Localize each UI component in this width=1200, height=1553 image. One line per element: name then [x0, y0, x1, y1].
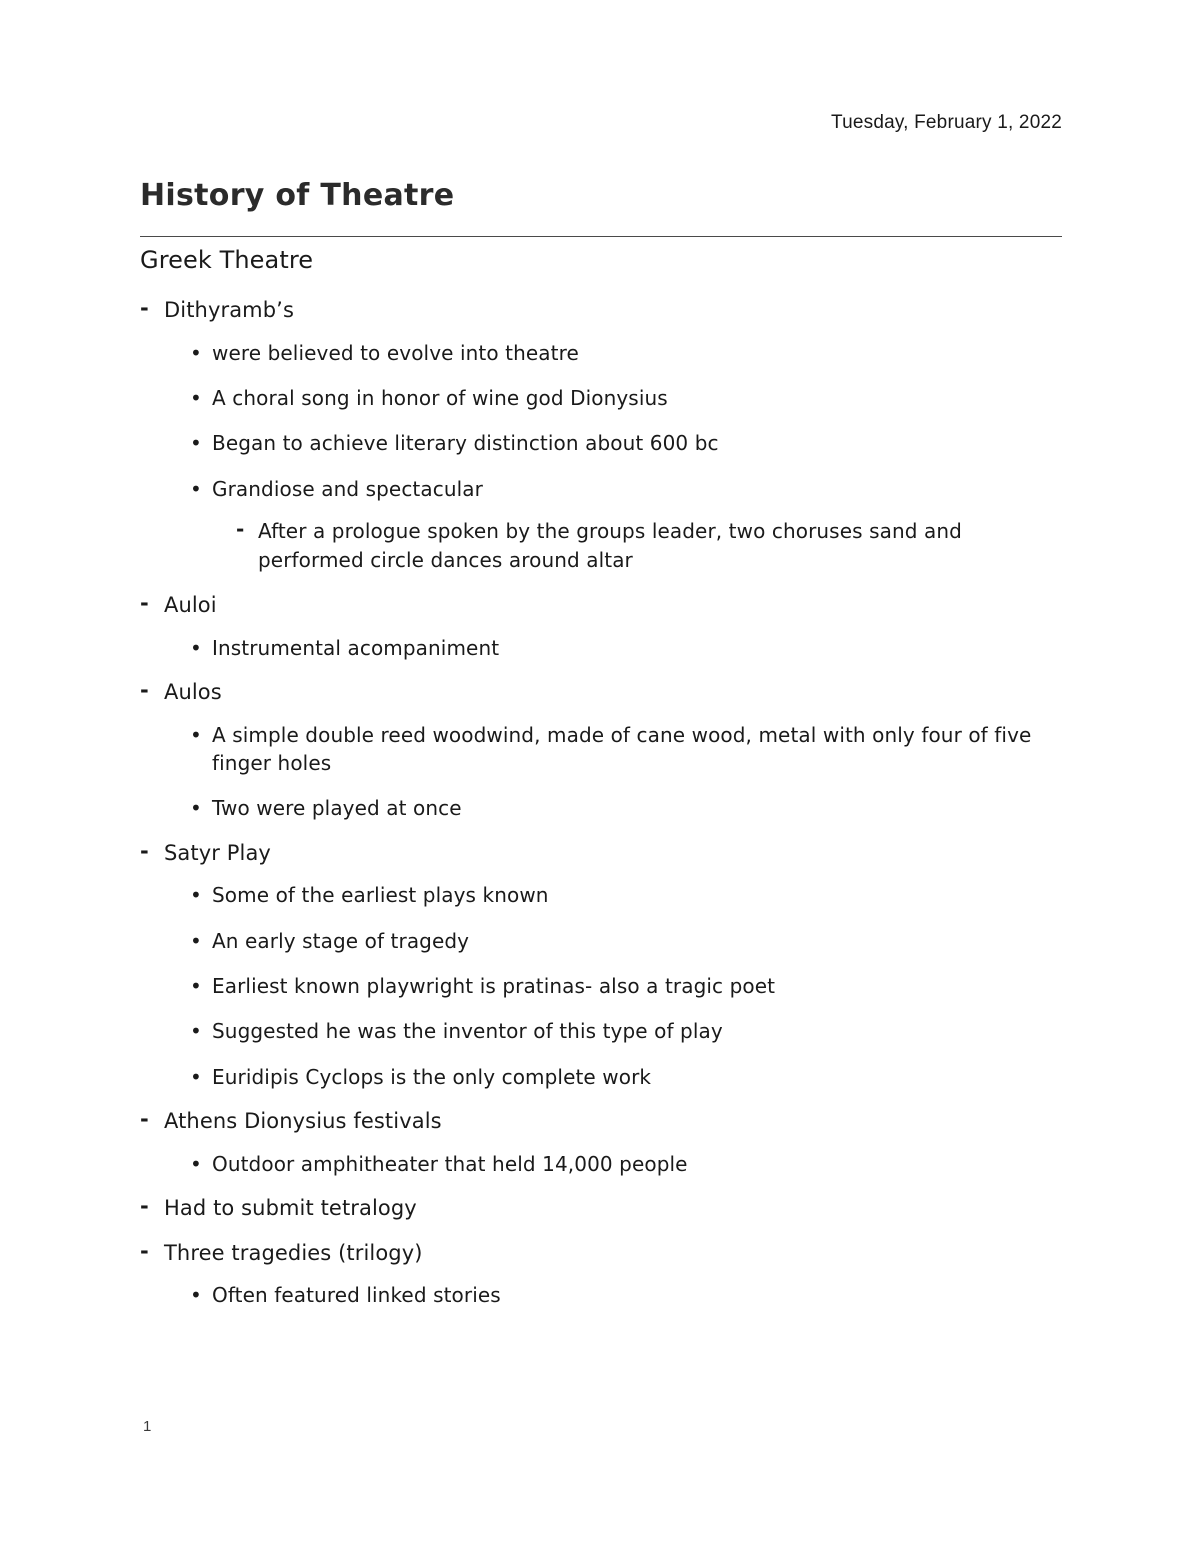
outline-item-l2 — [190, 927, 1070, 955]
outline-item-text: Auloi — [164, 593, 217, 618]
outline-item-l2 — [190, 794, 1070, 822]
outline-item-text: Earliest known playwright is pratinas- also a tragic poet — [212, 974, 776, 999]
outline-item-l1 — [140, 296, 1070, 575]
bullet-marker: • — [190, 796, 202, 821]
outline-item-text: Often featured linked stories — [212, 1283, 501, 1308]
outline-item-text: Athens Dionysius festivals — [164, 1109, 442, 1134]
outline-item-l2 — [190, 881, 1070, 909]
note-body — [140, 246, 1070, 1326]
outline-sublist-l2 — [164, 634, 1070, 662]
outline-item-l1 — [140, 839, 1070, 1092]
outline-item-text: Euridipis Cyclops is the only complete work — [212, 1064, 652, 1089]
outline-item-l2 — [190, 1063, 1070, 1091]
outline-item-text: An early stage of tragedy — [212, 928, 470, 953]
outline-item-l1 — [140, 591, 1070, 662]
bullet-marker: • — [190, 1283, 202, 1308]
outline-item-l3 — [236, 517, 1070, 575]
bullet-marker: • — [190, 635, 202, 660]
page-number: 1 — [143, 1418, 152, 1435]
bullet-marker: • — [190, 385, 202, 410]
outline-sublist-l2 — [164, 1150, 1070, 1178]
outline-item-text: After a prologue spoken by the groups leader, two choruses sand and performed circle dances around altar — [258, 519, 962, 573]
outline-item-l2 — [190, 1281, 1070, 1309]
outline-item-text: Had to submit tetralogy — [164, 1196, 417, 1221]
outline-item-l2 — [190, 429, 1070, 457]
bullet-marker: • — [190, 974, 202, 999]
outline-item-l2 — [190, 721, 1070, 778]
bullet-marker: • — [190, 1064, 202, 1089]
dash-marker: - — [140, 1194, 149, 1219]
outline-item-l2 — [190, 475, 1070, 575]
bullet-marker: • — [190, 431, 202, 456]
outline-sublist-l3 — [212, 517, 1070, 575]
outline-item-l2 — [190, 339, 1070, 367]
bullet-marker: • — [190, 1151, 202, 1176]
section-heading: Greek Theatre — [140, 246, 314, 274]
outline-sublist-l2 — [164, 881, 1070, 1091]
outline-sublist-l2 — [164, 721, 1070, 823]
outline-item-text: A choral song in honor of wine god Dionysius — [212, 385, 668, 410]
outline-item-text: Instrumental acompaniment — [212, 635, 500, 660]
bullet-marker: • — [190, 722, 202, 747]
outline-item-text: Began to achieve literary distinction about 600 bc — [212, 431, 719, 456]
outline-item-text: Two were played at once — [212, 796, 462, 821]
outline-item-text: Aulos — [164, 680, 222, 705]
title-divider — [140, 236, 1062, 237]
dash-marker: - — [140, 1238, 149, 1263]
outline-item-l2 — [190, 972, 1070, 1000]
bullet-marker: • — [190, 476, 202, 501]
page-title: History of Theatre — [140, 178, 455, 214]
outline-item-l1 — [140, 1107, 1070, 1178]
outline-item-text: Outdoor amphitheater that held 14,000 people — [212, 1151, 688, 1176]
outline-item-text: were believed to evolve into theatre — [212, 340, 579, 365]
outline-item-l2 — [190, 1017, 1070, 1045]
outline-item-text: A simple double reed woodwind, made of cane wood, metal with only four of five finger holes — [212, 722, 1032, 775]
dash-marker: - — [140, 591, 149, 616]
outline-item-text: Dithyramb’s — [164, 298, 294, 322]
outline-item-text: Satyr Play — [164, 840, 271, 865]
dash-marker: - — [236, 517, 245, 542]
dash-marker: - — [140, 838, 149, 863]
outline-item-text: Some of the earliest plays known — [212, 883, 549, 908]
outline-item-l1 — [140, 678, 1070, 823]
outline-item-l2 — [190, 1150, 1070, 1178]
bullet-marker: • — [190, 340, 202, 365]
bullet-marker: • — [190, 883, 202, 908]
dash-marker: - — [140, 678, 149, 703]
outline-sublist-l2 — [164, 1281, 1070, 1309]
outline-item-l2 — [190, 634, 1070, 662]
outline-item-text: Three tragedies (trilogy) — [164, 1240, 423, 1265]
bullet-marker: • — [190, 928, 202, 953]
outline-list — [140, 296, 1070, 1310]
dash-marker: - — [140, 296, 149, 320]
outline-item-text: Grandiose and spectacular — [212, 476, 483, 501]
outline-item-text: Suggested he was the inventor of this type of play — [212, 1019, 723, 1044]
outline-item-l1 — [140, 1239, 1070, 1310]
outline-item-l2 — [190, 384, 1070, 412]
bullet-marker: • — [190, 1019, 202, 1044]
outline-item-l1 — [140, 1194, 1070, 1223]
dash-marker: - — [140, 1107, 149, 1132]
outline-sublist-l2 — [164, 339, 1070, 576]
document-date: Tuesday, February 1, 2022 — [830, 112, 1062, 133]
